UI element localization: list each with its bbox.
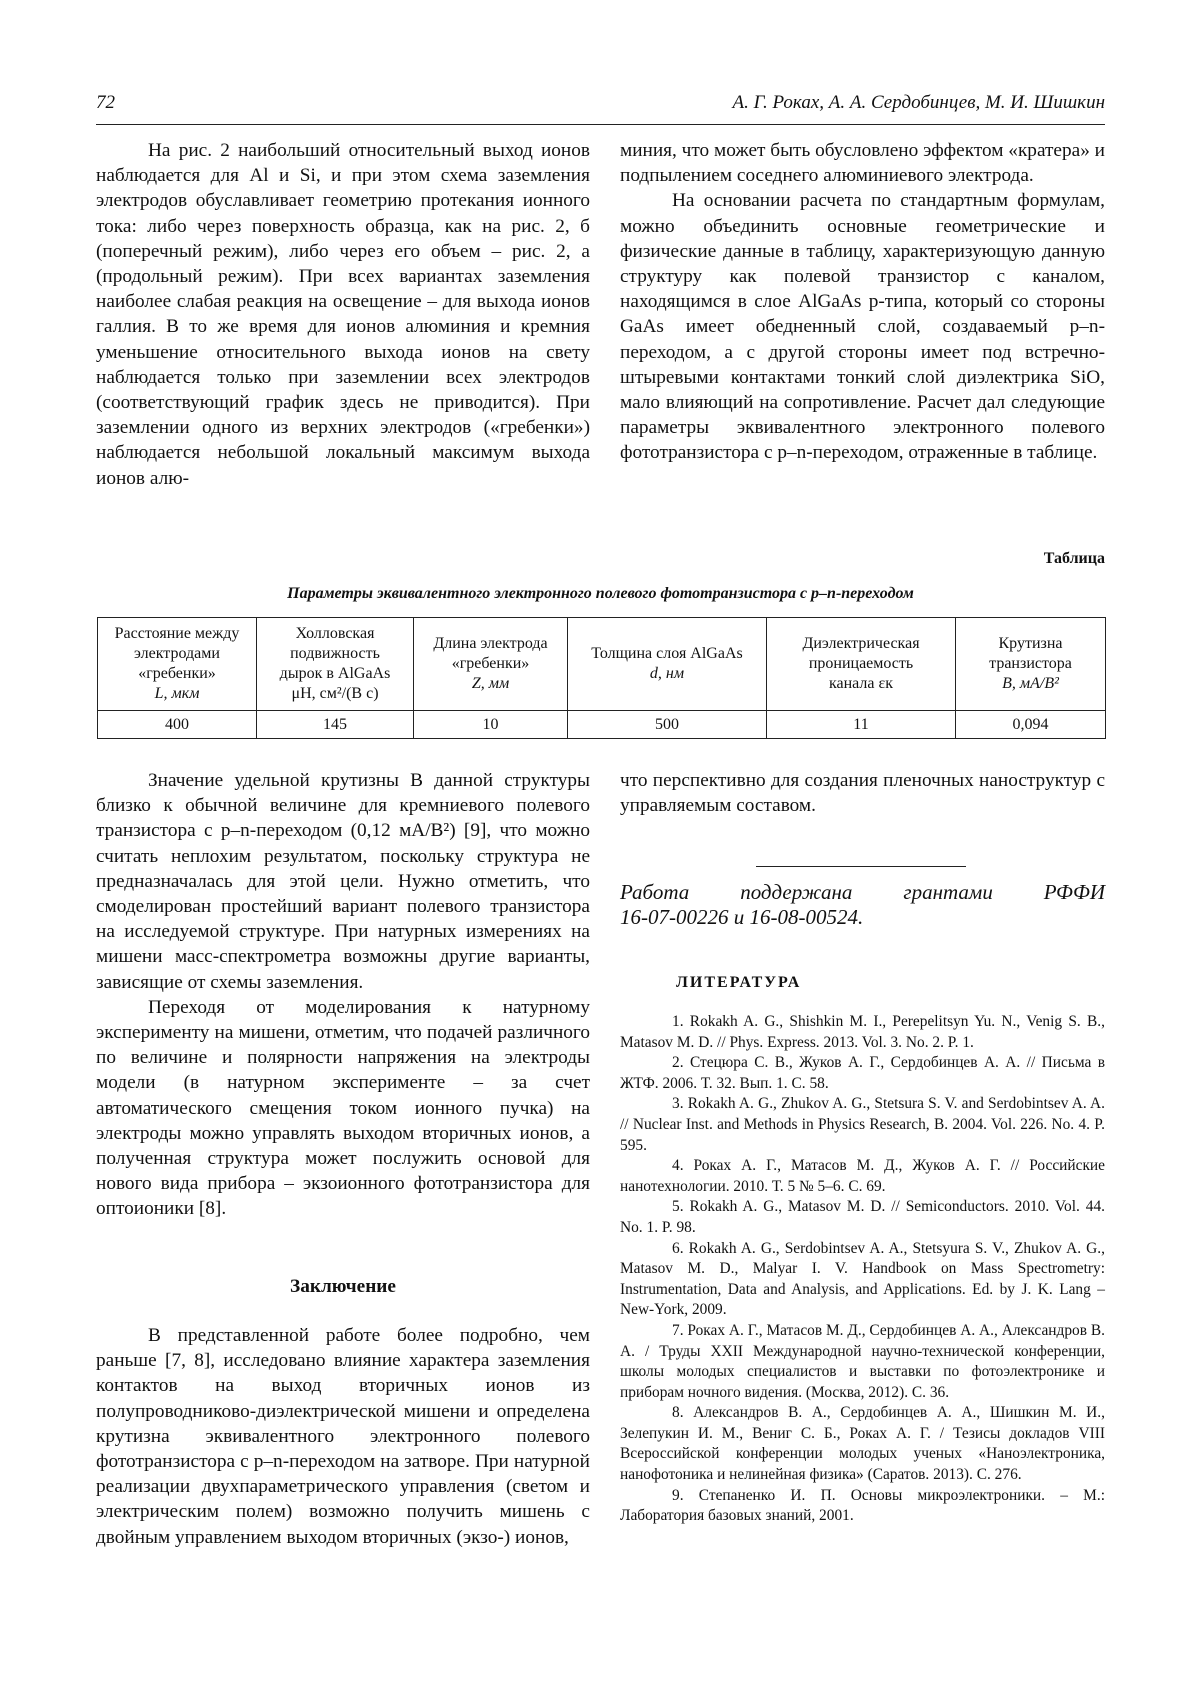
paragraph: Значение удельной крутизны B данной структуры близко к обычной величине для кремниевого полевого транзистора с p–n-переходом (0,12 мА/В²) [9], что можно считать неплохим результатом, поскольку структура не предназначалась для этой цели. Нужно отметить, что смоделирован простейший вариант полевого транзистора на исследуемой структуре. При натурных измерениях на мишени масс-спектрометра возможны другие варианты, зависящие от схемы заземления. — [96, 770, 590, 993]
column-left-top — [96, 138, 590, 491]
paragraph: миния, что может быть обусловлено эффектом «кратера» и подпылением соседнего алюминиевого электрода. — [620, 140, 1105, 187]
column-left-bottom — [96, 1323, 590, 1550]
reference-item: 1. Rokakh A. G., Shishkin M. I., Perepelitsyn Yu. N., Venig S. B., Matasov M. D. // Phys. Express. 2013. Vol. 3. No. 2. P. 1. — [620, 1013, 1105, 1051]
table-cell: 400 — [98, 711, 257, 739]
table-cell: 0,094 — [956, 711, 1106, 739]
header-cell-mobility: Холловская подвижность дырок в AlGaAs μH, см²/(В с) — [257, 618, 414, 711]
table-cell: 11 — [767, 711, 956, 739]
reference-item: 4. Рокаx А. Г., Матасов М. Д., Жуков А. Г. // Российские нанотехнологии. 2010. Т. 5 № 5–6. С. 69. — [620, 1157, 1105, 1195]
table-cell: 10 — [414, 711, 568, 739]
reference-item: 7. Рокаx А. Г., Матасов М. Д., Сердобинцев А. А., Александров В. А. / Труды XXII Международной научно-технической конференции, школы молодых специалистов и выставки по фотоэлектронике и приборам ночного видения. (Москва, 2012). С. 36. — [620, 1321, 1105, 1401]
paragraph: На рис. 2 наибольший относительный выход ионов наблюдается для Al и Si, и при этом схема заземления электродов обуславливает геометрию протекания ионного тока: либо через поверхность образца, как на рис. 2, б (поперечный режим), либо через его объем – рис. 2, а (продольный режим). При всех вариантах заземления наиболее слабая реакция на освещение – для выхода ионов галлия. В то же время для ионов алюминия и кремния уменьшение относительного выхода ионов на свету наблюдается только при заземлении всех электродов (соответствующий график здесь не приводится). При заземлении одного из верхних электродов («гребенки») наблюдается небольшой локальный максимум выхода ионов алю- — [96, 140, 590, 489]
paragraph: Переходя от моделирования к натурному эксперименту на мишени, отметим, что подачей различного по величине и полярности напряжения на электроды модели (в натурном эксперименте – за счет автоматического смещения током ионного пучка) на электроды можно управлять выходом вторичных ионов, а полученная структура может послужить основой для нового вида прибора – экзоионного фототранзистора для оптоионики [8]. — [96, 996, 590, 1220]
header-cell-transconductance: Крутизна транзистора B, мА/В² — [956, 618, 1106, 711]
table-cell: 500 — [568, 711, 767, 739]
table-row — [98, 711, 1106, 739]
paragraph: В представленной работе более подробно, чем раньше [7, 8], исследовано влияние характера заземления контактов на выход вторичных ионов из полупроводниково-диэлектрической мишени и определена крутизна эквивалентного электронного полевого фототранзистора с p–n-переходом на затворе. При натурной реализации двухпараметрического управления (светом и электрическим полем) возможно получить мишень с двойным управлением выходом вторичных (экзо-) ионов, — [96, 1325, 590, 1548]
page-number: 72 — [96, 92, 115, 113]
reference-item: 6. Rokakh A. G., Serdobintsev A. A., Stetsyura S. V., Zhukov A. G., Matasov M. D., Malyar I. V. Handbook on Mass Spectrometry: Instrumentation, Data and Analysis, and Applications. Ed. by J. K. Lang – New-York, 2009. — [620, 1239, 1105, 1319]
acknowledgment-line2: 16-07-00226 и 16-08-00524. — [620, 905, 864, 929]
running-header-authors: А. Г. Рокаx, А. А. Сердобинцев, М. И. Шишкин — [732, 92, 1105, 113]
column-right-top — [620, 138, 1105, 466]
table-header-row — [98, 618, 1106, 711]
header-cell-thickness: Толщина слоя AlGaAs d, нм — [568, 618, 767, 711]
acknowledgment-rule — [756, 866, 966, 867]
parameters-table — [97, 617, 1106, 739]
header-cell-length: Длина электрода «гребенки» Z, мм — [414, 618, 568, 711]
column-right-middle — [620, 768, 1105, 818]
header-cell-permittivity: Диэлектрическая проницаемость канала εк — [767, 618, 956, 711]
section-heading-conclusion: Заключение — [290, 1276, 396, 1297]
acknowledgment-line1: Работа поддержана грантами РФФИ — [620, 880, 1105, 904]
table-label: Таблица — [1043, 550, 1105, 567]
references-heading: ЛИТЕРАТУРА — [676, 974, 802, 991]
references-list — [620, 1012, 1105, 1527]
header-rule — [96, 124, 1105, 125]
paragraph: что перспективно для создания пленочных наноструктур с управляемым составом. — [620, 770, 1105, 817]
header-cell-distance: Расстояние между электродами «гребенки» L, мкм — [98, 618, 257, 711]
paragraph: На основании расчета по стандартным формулам, можно объединить основные геометрические и физические данные в таблицу, характеризующую данную структуру как полевой транзистор с каналом, находящимся в слое AlGaAs p-типа, который со стороны GaAs имеет обедненный слой, создаваемый p–n-переходом, а с другой стороны имеет под встречно-штыревыми контактами тонкий слой диэлектрика SiO, мало влияющий на сопротивление. Расчет дал следующие параметры эквивалентного электронного полевого фототранзистора с p–n-переходом, отраженные в таблице. — [620, 190, 1105, 464]
table-cell: 145 — [257, 711, 414, 739]
reference-item: 2. Стецюра С. В., Жуков А. Г., Сердобинцев А. А. // Письма в ЖТФ. 2006. Т. 32. Вып. 1. С. 58. — [620, 1054, 1105, 1092]
reference-item: 9. Степаненко И. П. Основы микроэлектроники. – М.: Лаборатория базовых знаний, 2001. — [620, 1486, 1105, 1525]
table-caption: Параметры эквивалентного электронного полевого фототранзистора с p–n-переходом — [287, 585, 914, 602]
reference-item: 5. Rokakh A. G., Matasov M. D. // Semiconductors. 2010. Vol. 44. No. 1. P. 98. — [620, 1198, 1105, 1236]
reference-item: 8. Александров В. А., Сердобинцев А. А., Шишкин М. И., Зелепукин И. М., Вениг С. Б., Рокаx А. Г. / Тезисы докладов VIII Всероссийской конференции молодых ученых «Наноэлектроника, нанофотоника и нелинейная физика» (Саратов. 2013). С. 276. — [620, 1404, 1105, 1484]
reference-item: 3. Rokakh A. G., Zhukov A. G., Stetsura S. V. and Serdobintsev A. A. // Nuclear Inst. and Methods in Physics Research, B. 2004. Vol. 226. No. 4. P. 595. — [620, 1095, 1105, 1154]
column-left-middle — [96, 768, 590, 1222]
